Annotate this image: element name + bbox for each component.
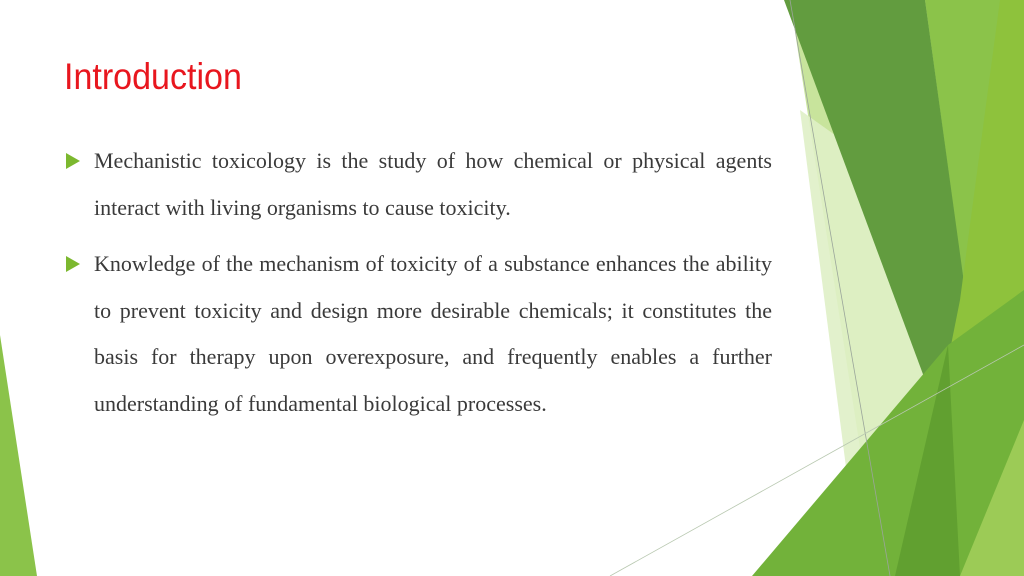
bullet-text: Mechanistic toxicology is the study of how chemical or physical agents interact with living organisms to cause toxicity. — [94, 148, 772, 220]
bullet-text: Knowledge of the mechanism of toxicity of a substance enhances the ability to prevent toxicity and design more desirable chemicals; it constitutes the basis for therapy upon overexposure, and frequently enables a further understanding of fundamental biological processes. — [94, 251, 772, 416]
facet-left-edge — [0, 335, 37, 576]
bullet-item — [66, 241, 772, 427]
triangle-arrow-bullet-icon — [66, 256, 80, 272]
bullet-item — [66, 138, 772, 231]
triangle-arrow-bullet-icon — [66, 153, 80, 169]
bullet-list — [66, 138, 772, 437]
slide-title: Introduction — [64, 56, 242, 97]
